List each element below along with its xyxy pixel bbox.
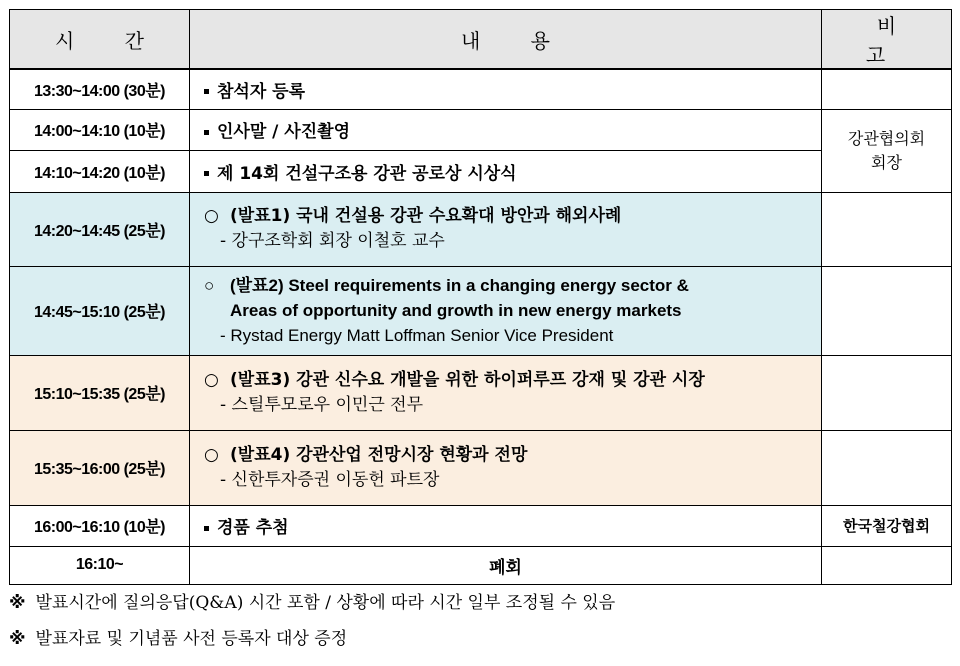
presenter: - 스틸투모로우 이민근 전무 bbox=[220, 394, 423, 415]
time-cell: 14:00~14:10 (10분) bbox=[10, 109, 190, 150]
table-row bbox=[10, 192, 952, 266]
note-cell bbox=[822, 546, 952, 584]
note-cell bbox=[822, 192, 952, 266]
content-cell: 폐회 bbox=[190, 546, 822, 584]
time-cell: 15:35~16:00 (25분) bbox=[10, 430, 190, 505]
time-cell: 16:00~16:10 (10분) bbox=[10, 505, 190, 546]
content-cell bbox=[190, 430, 822, 505]
time-cell: 14:20~14:45 (25분) bbox=[10, 192, 190, 266]
content-cell bbox=[190, 266, 822, 355]
header-note: 비 고 bbox=[822, 10, 952, 70]
note-cell-host: 강관협의회 회장 bbox=[822, 109, 952, 192]
content-cell: 인사말 / 사진촬영 bbox=[190, 109, 822, 150]
note-cell bbox=[822, 430, 952, 505]
content-cell: 경품 추첨 bbox=[190, 505, 822, 546]
square-bullet-icon bbox=[204, 89, 209, 94]
presentation-title-cont: Areas of opportunity and growth in new energy markets bbox=[230, 301, 682, 320]
table-row bbox=[10, 505, 952, 546]
square-bullet-icon bbox=[204, 171, 209, 176]
table-row bbox=[10, 355, 952, 430]
note-cell bbox=[822, 355, 952, 430]
square-bullet-icon bbox=[204, 130, 209, 135]
footnote: ※ 발표자료 및 기념품 사전 등록자 대상 증정 bbox=[9, 629, 348, 649]
content-cell bbox=[190, 355, 822, 430]
schedule-table bbox=[9, 9, 952, 585]
footnotes bbox=[9, 588, 615, 660]
reference-mark-icon: ※ bbox=[9, 629, 26, 649]
header-content: 내 용 bbox=[190, 10, 822, 70]
presenter: - 강구조학회 회장 이철호 교수 bbox=[220, 231, 445, 251]
table-row bbox=[10, 430, 952, 505]
table-row bbox=[10, 546, 952, 584]
note-cell bbox=[822, 266, 952, 355]
content-cell bbox=[190, 192, 822, 266]
table-row bbox=[10, 266, 952, 355]
time-cell: 16:10~ bbox=[10, 546, 190, 584]
note-cell-sponsor: 한국철강협회 bbox=[822, 505, 952, 546]
circle-marker-icon: ○ bbox=[204, 206, 219, 226]
reference-mark-icon: ※ bbox=[9, 593, 26, 613]
table-row bbox=[10, 69, 952, 109]
header-time: 시 간 bbox=[10, 10, 190, 70]
presentation-title: (발표3) 강관 신수요 개발을 위한 하이퍼루프 강재 및 강관 시장 bbox=[230, 369, 705, 390]
note-cell bbox=[822, 69, 952, 109]
presentation-title: (발표2) Steel requirements in a changing energy sector & bbox=[230, 276, 689, 295]
table-row bbox=[10, 109, 952, 150]
time-cell: 15:10~15:35 (25분) bbox=[10, 355, 190, 430]
content-cell: 참석자 등록 bbox=[190, 69, 822, 109]
presentation-title: (발표1) 국내 건설용 강관 수요확대 방안과 해외사례 bbox=[230, 206, 622, 226]
footnote: ※ 발표시간에 질의응답(Q&A) 시간 포함 / 상황에 따라 시간 일부 조정될 수 있음 bbox=[9, 593, 616, 613]
presenter: - 신한투자증권 이동헌 파트장 bbox=[220, 469, 440, 490]
content-cell: 제 14회 건설구조용 강관 공로상 시상식 bbox=[190, 150, 822, 192]
presentation-title: (발표4) 강관산업 전망시장 현황과 전망 bbox=[230, 444, 528, 465]
time-cell: 14:10~14:20 (10분) bbox=[10, 150, 190, 192]
circle-marker-icon: ○ bbox=[204, 369, 219, 390]
square-bullet-icon bbox=[204, 526, 209, 531]
time-cell: 13:30~14:00 (30분) bbox=[10, 69, 190, 109]
table-header-row bbox=[10, 10, 952, 70]
time-cell: 14:45~15:10 (25분) bbox=[10, 266, 190, 355]
circle-marker-icon: ○ bbox=[204, 276, 215, 295]
table-row bbox=[10, 150, 952, 192]
circle-marker-icon: ○ bbox=[204, 444, 219, 465]
presenter: - Rystad Energy Matt Loffman Senior Vice President bbox=[220, 326, 614, 345]
